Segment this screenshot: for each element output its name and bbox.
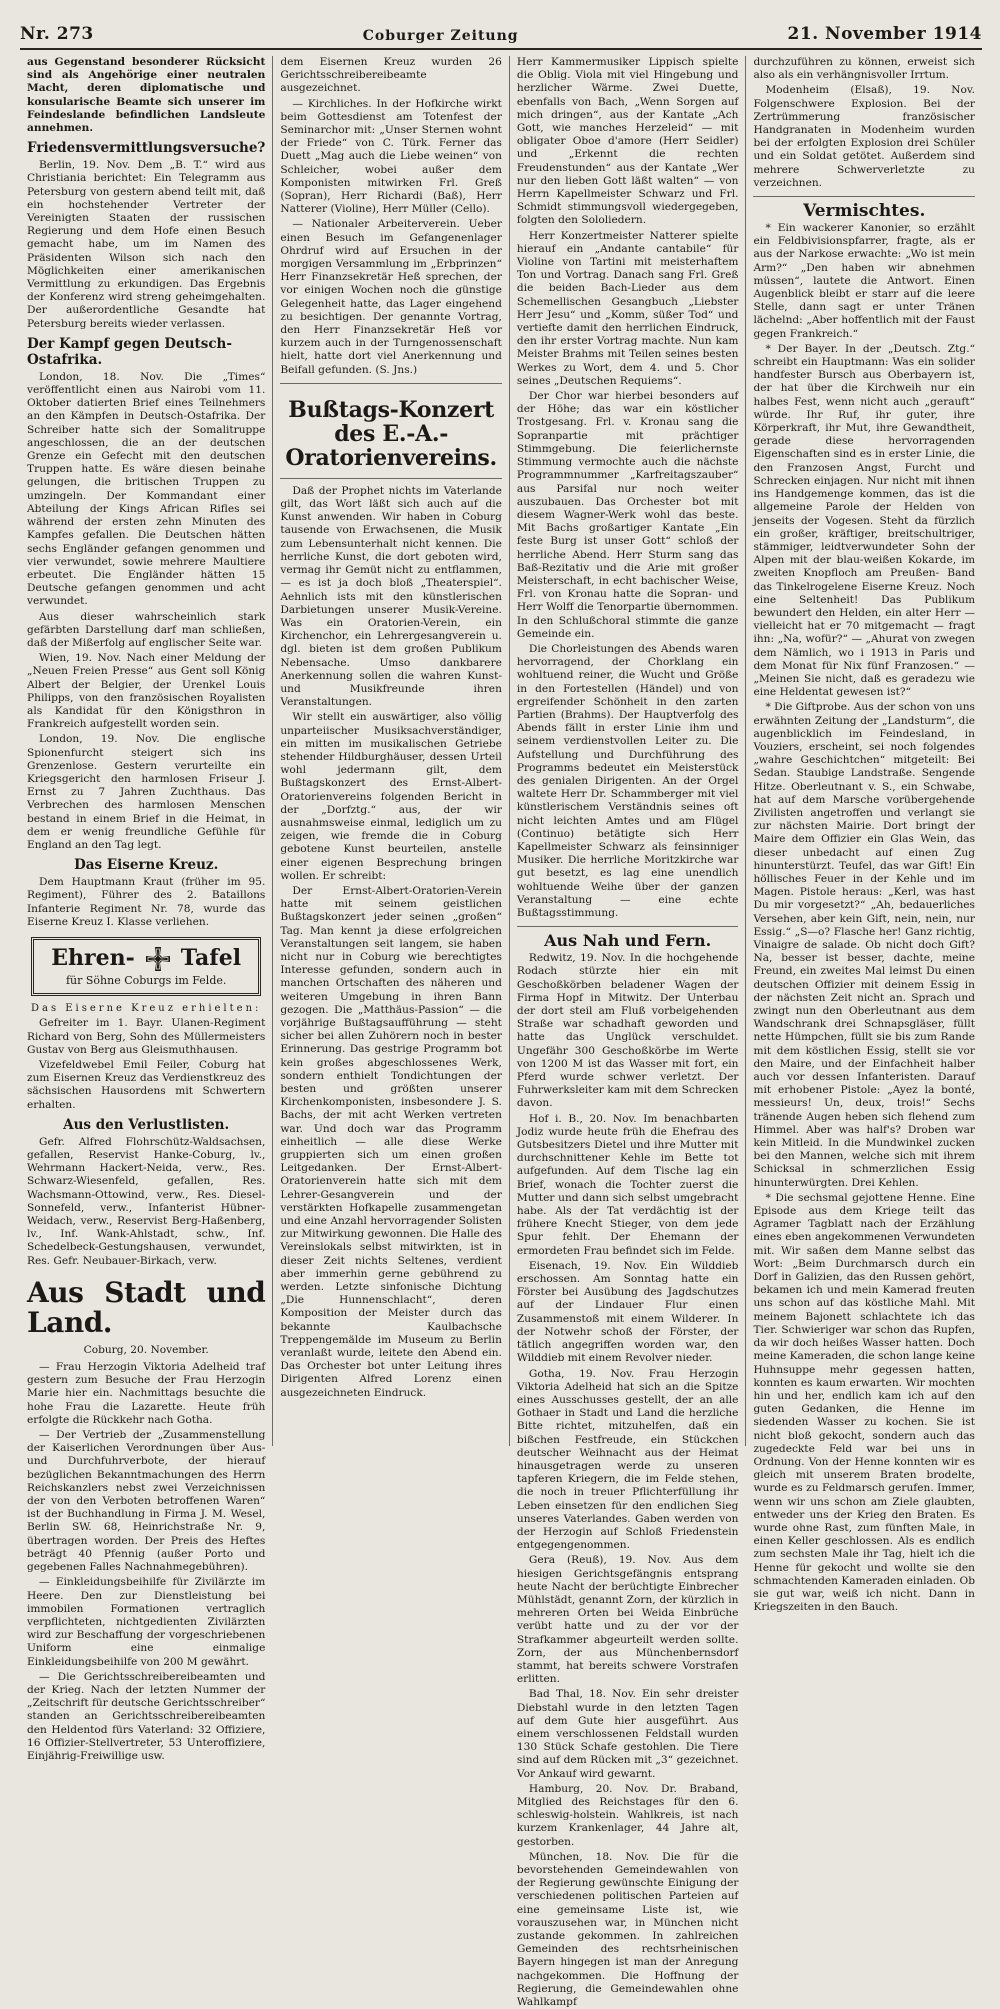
article-text: London, 19. Nov. Die englische Spionenfurcht steigert sich ins Grenzenlose. Gestern verurteilte ein Kriegsgericht den harmlosen Friseur J. Ernst zu 7 Jahren Zuchthaus. Das Verbrechen des harmlosen Menschen bestand in einem Brief in die Heimat, in dem er wenig freundliche Gefühle für England an den Tag legt. [27,733,266,851]
article-text: Hof i. B., 20. Nov. Im benachbarten Jodiz wurde heute früh die Ehefrau des Gutsbesitzers Dietel und ihre Mutter mit durchschnittener Kehle im Bette tot aufgefunden. Auf dem Tische lag ein Brief, wonach die Tochter zuerst die Mutter und dann sich selbst umgebracht habe. Als der Tat verdächtig ist der frühere Knecht Stieger, von dem jede Spur fehlt. Der Ehemann der ermordeten Frau befindet sich im Felde. [516,1112,739,1257]
article-text: Dem Hauptmann Kraut (früher im 95. Regiment), Führer des 2. Bataillons Infanterie Regiment Nr. 78, wurde das Eiserne Kreuz I. Klasse verliehen. [27,876,266,928]
section-heading-large: Bußtags-Konzert des E.-A.-Oratorienvereins. [285,396,497,471]
article-text: Redwitz, 19. Nov. In die hochgehende Rodach stürzte hier ein mit Geschoßkörben beladener Wagen der Firma Hopf in Mitwitz. Der Unterbau der dort steil am Fluß vorbeigehenden Straße war schadhaft geworden und hatte das Unglück verschuldet. Ungefähr 300 Geschoßkörbe im Werte von 1200 M ist das Wasser mit fort, ein Pferd wurde schwer verletzt. Der Fuhrwerksleiter kam mit dem Schrecken davon. [516,952,739,1110]
divider [753,196,975,197]
honor-roll-title-right: Tafel [180,945,242,972]
newspaper-name: Coburger Zeitung [362,28,519,44]
honor-roll-header [42,946,250,972]
article-text: Daß der Prophet nichts im Vaterlande gilt, das Wort läßt sich auch auf die Kunst anwenden. Wir haben in Coburg tausende von Erwachsenen, die Musik zum Lebensunterhalt nicht kennen. Die herrliche Kunst, die dort geboten wird, vermag ihr Gemüt nicht zu entflammen, — es ist ja doch bloß „Theaterspiel“. Aehnlich ists mit den künstlerischen Darbietungen unserer Musik-Vereine. Was ein Oratorien-Verein, ein Kirchenchor, ein Lehrergesangverein u. dgl. bieten ist dem großen Publikum Nebensache. Umso dankbarere Anerkennung sollen die wahren Kunst- und Musikfreunde ihren Veranstaltungen. [280,484,502,709]
article-text: Berlin, 19. Nov. Dem „B. T.“ wird aus Christiania berichtet: Ein Telegramm aus Petersburg von gestern abend teilt mit, daß ein hochstehender Vertreter der Vereinigten Staaten der russischen Regierung und dem Hofe einen Besuch gemacht habe, um im Namen des Präsidenten Wilson sich nach den Möglichkeiten einer amerikanischen Vermittlung zu erkundigen. Das Ergebnis der Konferenz wird streng geheimgehalten. Der außerordentliche Gesandte hat Petersburg bereits wieder verlassen. [27,159,266,330]
article-text: Herr Konzertmeister Natterer spielte hierauf ein „Andante cantabile“ für Violine von Tartini mit meisterhaftem Ton und Vortrag. Danach sang Frl. Greß die beiden Bach-Lieder aus dem Schemellischen Gesangbuch „Liebster Herr Jesu“ und „Komm, süßer Tod“ und vertiefte damit den herrlichen Eindruck, den ihr erster Vortrag machte. Nun kam Meister Brahms mit Teilen seines besten Werkes zu Wort, dem 4. und 5. Chor seines „Deutschen Requiems“. [516,229,739,387]
honor-roll-line: Das Eiserne Kreuz erhielten: [30,1003,262,1015]
honor-roll-title-left: Ehren- [51,945,135,972]
article-text: * Die sechsmal gejottene Henne. Eine Episode aus dem Kriege teilt das Agramer Tagblatt nach der Erzählung eines eben angekommenen Verwundeten mit. Wir saßen dem Manne selbst das Wort: „Beim Durchmarsch durch ein Dorf in Galizien, das den Russen gehört, bekamen ich und mein Kamerad freuten uns schon auf das köstliche Mahl. Mit meinem Bajonett schlachtete ich das Tier. Schwieriger war schon das Rupfen, da wir doch heißes Wasser hatten. Doch meine Kameraden, die schon lange keine Huhnsuppe mehr gegessen hatten, konnten es kaum erwarten. Wir mochten hin und her, endlich kam ich auf den guten Gedanken, die Henne im siedenden Wasser zu kochen. Sie ist nicht bloß gekocht, sondern auch das zugedeckte Feld war bei uns in Ordnung. Von der Henne konnten wir es gleich mit unserem Braten brodelte, wurde es zu Feldmarsch gerufen. Immer, wenn wir uns schon am Ziele glaubten, entweder uns der Krieg den Braten. Es wurde ohne Rast, zum fünften Male, in einen Keller geschlossen. Als es endlich zum sechsten Male ihr Tag, hielt ich die Henne für gekocht und wollte sie den schmachtenden Kameraden einladen. Ob sie gut war, weiß ich nicht. Dann in Kriegszeiten in den Bauch. [753,1191,975,1614]
honor-roll-subtitle: für Söhne Coburgs im Felde. [65,973,227,987]
divider [280,383,502,384]
article-text: Der Chor war hierbei besonders auf der Höhe; das war ein köstlicher Trostgesang. Frl. v. Kronau sang die Sopranpartie mit prächtiger Stimmgebung. Die feierlichernste Stimmung vermochte auch die nächste Programmnummer „Karfreitagszauber“ aus Parsifal nur noch weiter auszubauen. Das Orchester bot mit diesem Wagner-Werk wohl das beste. Mit Bachs großartiger Kantate „Ein feste Burg ist unser Gott“ schloß der herrliche Abend. Herr Sturm sang das Baß-Rezitativ und die Arie mit großer Meisterschaft, in echt bachischer Weise, Frl. von Kronau hatte die Sopran- und Herr Wolff die Tenorpartie übernommen. In den Schlußchoral stimmte die ganze Gemeinde ein. [516,390,739,640]
article-text: — Frau Herzogin Viktoria Adelheid traf gestern zum Besuche der Frau Herzogin Marie hier ein. Nachmittags besuchte die hohe Frau die Lazarette. Heute früh erfolgte die Rückkehr nach Gotha. [27,1361,266,1426]
article-text: * Die Giftprobe. Aus der schon von uns erwähnten Zeitung der „Landsturm“, die augenblicklich im Feindesland, in Vouziers, erscheint, sei noch folgendes „wahre Geschichtchen“ mitgeteilt: Bei Sedan. Staubige Landstraße. Sengende Hitze. Oberleutnant v. S., ein Schwabe, hat auf dem Marsche vorübergehende Zivilisten angetroffen und verlangt sie zur nächsten Mairie. Dort bringt der Maire dem Offizier ein Glas Wein, das dieser unbedacht auf einen Zug hinunterstürzt. Teufel, das war Gift! Ein höllisches Feuer in der Kehle und im Magen. Pistole heraus: „Kerl, was hast Du mir vorgesetzt?“ „Ah, bedauerliches Versehen, aber kein Gift, nein, nein, nur Essig.“ „S—o? Flasche her! Ganz richtig, Vinaigre de salade. Ob nicht doch Gift? Na, besser ist besser, dachte, meine Freund, ein zweites Mal leimst Du einen deutschen Offizier mit deinem Essig in der nächsten Zeit nicht an. Sprach und zwingt nun den Oberleutnant aus dem Wandschrank drei Schnapsgläser, füllt nette Hümpchen, füllt sie bis zum Rande mit dem köstlichen Essig, stellt sie vor den Maire, und der Einfachheit halber auch vor dessen Infanteristen. Darauf mit erhobener Pistole: „Ayez la bonté, messieurs! Un, deux, trois!“ Sechs tränende Augen heben sich flehend zum Himmel. Aber was half's? Droben war kein Mitleid. In die Mundwinkel zucken bei den Mannen, welche sich mit ihrem Schicksal in schmerzlichen Essig hinunterwürgten. Drei Kehlen. [753,701,975,1189]
divider [280,478,502,479]
columns [20,56,982,2009]
article-text: durchzuführen zu können, erweist sich also als ein verhängnisvoller Irrtum. [753,56,975,82]
article-text: London, 18. Nov. Die „Times“ veröffentlicht einen aus Nairobi vom 11. Oktober datierten Brief eines Teilnehmers an den Kämpfen in Deutsch-Ostafrika. Der Schreiber hatte sich der Somalitruppe angeschlossen, die an der deutschen Grenze ein Gefecht mit den deutschen Truppen hatte. Es wäre diesen beinahe gelungen, die britischen Truppen zu umzingeln. Der Kommandant einer Abteilung der Kings African Rifles sei während der ersten zehn Minuten des Kampfes gefallen. Die Deutschen hätten sechs Engländer gefangen genommen und vier verwundet, sowie mehrere Maultiere erbeutet. Die Engländer hätten 15 Deutsche gefangen genommen und acht verwundet. [27,370,266,608]
section-heading: Friedensvermittlungsversuche? [27,140,266,157]
article-text: Der Ernst-Albert-Oratorien-Verein hatte mit seinem geistlichen Bußtagskonzert jeder seinen „großen“ Tag. Man kennt ja diese erfolgreichen Veranstaltungen seit langem, sie haben nicht nur in Coburg wie berechtigtes Interesse gefunden, sondern auch in manchen Ortschaften des näheren und weiteren Umgebung in ihren Bann gezogen. Die „Matthäus-Passion“ — die vorjährige Bußtagsaufführung — steht sicher bei allen Zuhörern noch in bester Erinnerung. Das gestrige Programm bot kein großes abgeschlossenes Werk, sondern enthielt Tondichtungen der besten und größten unserer Kirchenkomponisten, insbesondere J. S. Bachs, der mit acht Werken vertreten war. Und doch war das Programm einheitlich — alle diese Werke gruppierten sich um einen großen Leitgedanken. Der Ernst-Albert-Oratorienverein hatte sich mit dem Lehrer-Gesangverein und der verstärkten Hofkapelle zusammengetan und eine Anzahl hervorragender Solisten zur Mitwirkung gewonnen. Die Halle des Vereinslokals selbst mitwirkten, ist in dieser Zeit nichts Seltenes, verdient aber immerhin gerne gebührend zu werden. Letzte sinfonische Dichtung „Die Hunnenschlacht“, deren Komposition der Meister durch das bekannte Kaulbachsche Treppengemälde im Museum zu Berlin veranlaßt wurde, leitete den Abend ein. Das Orchester bot unter Leitung ihres Dirigenten Alfred Lorenz einen ausgezeichneten Eindruck. [280,884,502,1399]
article-text: Wien, 19. Nov. Nach einer Meldung der „Neuen Freien Presse“ aus Gent soll König Albert der Belgier, der Urenkel Louis Philipps, von den französischen Royalisten als Kandidat für den Königsthron in Frankreich aufgestellt worden sein. [27,652,266,731]
honor-roll-box [31,937,261,996]
article-text: — Die Gerichtsschreibereibeamten und der Krieg. Nach der letzten Nummer der „Zeitschrift für deutsche Gerichtsschreiber“ standen an Gerichtsschreibereibeamten den Heldentod fürs Vaterland: 32 Offiziere, 16 Offizier-Stellvertreter, 53 Unteroffiziere, Einjährig-Freiwillige usw. [27,1670,266,1762]
iron-cross-icon [145,946,171,972]
article-text: aus Gegenstand besonderer Rücksicht sind als Angehörige einer neutralen Macht, deren diplomatische und konsularische Beamte sich unserer im Feindeslande befindlichen Landsleute annehmen. [27,56,266,135]
article-text: Bad Thal, 18. Nov. Ein sehr dreister Diebstahl wurde in den letzten Tagen auf dem Gute hier ausgeführt. Aus einem verschlossenen Feldstall wurden 130 Stück Schafe gestohlen. Die Tiere sind auf dem Rücken mit „3“ gezeichnet. Vor Ankauf wird gewarnt. [516,1688,739,1780]
column-2 [273,56,510,1446]
column-4 [746,56,982,1614]
section-heading: Aus Nah und Fern. [544,931,712,951]
article-text: Aus dieser wahrscheinlich stark gefärbten Darstellung darf man schließen, daß der Mißerfolg auf englischer Seite war. [27,610,266,649]
article-text: * Der Bayer. In der „Deutsch. Ztg.“ schreibt ein Hauptmann: Was ein solider handfester Bursch aus Oberbayern ist, der hat über die Kirchweih nur ein halbes Fest, wenn nicht auch „gerauft“ würde. Ihr Ruf, ihr guter, ihre Körperkraft, ihr Mut, ihre Gewandtheit, gerade diese hervorragenden Eigenschaften sind es in erster Linie, die den Franzosen Angst, Furcht und Schrecken einjagen. Nur nicht mit ihnen ins Handgemenge kommen, das ist die allgemeine Parole der Helden von jenseits der Vogesen. Steht da fürzlich ein großer, kräftiger, breitschultriger, stämmiger, leidtverwundeter Sohn der Alpen mit der blau-weißen Kokarde, im zweiten Knopfloch am Preußen- Band das Tinkelrogelene Eiserne Kreuz. Noch eine Seltenheit! Das Publikum bewundert den Helden, ein alter Herr — vielleicht hat er 70 mitgemacht — fragt ihn: „Na, wofür?“ — „Ahurat von zwegen dem Nämlich, wo i 1913 in Paris und dem Monat für Nix fünf Franzosen.“ — „Meinen Sie nicht, daß es geradezu wie eine Heldentat gewesen ist?“ [753,342,975,699]
column-3 [510,56,747,2009]
dateline: Coburg, 20. November. [83,1343,209,1356]
article-text: * Ein wackerer Kanonier, so erzählt ein Feldbivisionspfarrer, fragte, als er aus der Narkose erwachte: „Wo ist mein Arm?“ „Den haben wir abnehmen müssen“, lautete die Antwort. Einen Augenblick bleibt er starr auf die leere Stelle, dann sagt er unter Tränen lächelnd: „Aber hoffentlich mit der Faust gegen Frankreich.“ [753,222,975,340]
section-heading: Aus den Verlustlisten. [63,1116,230,1133]
article-text: Modenheim (Elsaß), 19. Nov. Folgenschwere Explosion. Bei der Zertrümmerung französischer Handgranaten in Modenheim wurden bei der erfolgten Explosion drei Schüler und ein Soldat getötet. Außerdem sind mehrere Schwerverletzte zu verzeichnen. [753,84,975,189]
masthead [20,20,982,50]
article-text: Vizefeldwebel Emil Feiler, Coburg hat zum Eisernen Kreuz das Verdienstkreuz des sächsischen Hausordens mit Schwertern erhalten. [27,1059,266,1111]
article-text: — Der Vertrieb der „Zusammenstellung der Kaiserlichen Verordnungen über Aus- und Durchfuhrverbote, der hierauf bezüglichen Bekanntmachungen des Herrn Reichskanzlers nebst zwei Verzeichnissen der von den Verboten betroffenen Waren“ ist der Buchhandlung in Firma J. M. Wesel, Berlin SW. 68, Heinrichstraße Nr. 9, übertragen worden. Der Preis des Heftes beträgt 40 Pfennig (außer Porto und gegebenen Falles Nachnahmegebühren). [27,1429,266,1574]
divider [517,926,739,927]
article-text: — Einkleidungsbeihilfe für Zivilärzte im Heere. Den zur Dienstleistung bei immobilen Formationen vertraglich verpflichteten, nichtgedienten Zivilärzten wird zur Beschaffung der vorgeschriebenen Uniform eine einmalige Einkleidungsbeihilfe von 200 M gewährt. [27,1576,266,1668]
section-heading: Vermischtes. [803,201,926,222]
article-text: Gefr. Alfred Flohrschütz-Waldsachsen, gefallen, Reservist Hanke-Coburg, lv., Wehrmann Hackert-Neida, verw., Res. Schwarz-Wiesenfeld, gefallen, Res. Wachsmann-Ottowind, verw., Res. Diesel-Sonnefeld, verw., Infanterist Hübner-Weidach, verw., Reservist Berg-Haßenberg, lv., Inf. Wank-Ahlstadt, schw., Inf. Schedelbeck-Gestungshausen, verwundet, Res. Gefr. Neubauer-Birkach, verw. [27,1135,266,1267]
column-1 [20,56,273,1762]
article-text: — Nationaler Arbeiterverein. Ueber einen Besuch im Gefangenenlager Ohrdruf wird auf Ersuchen in der morgigen Versammlung im „Erbprinzen“ Herr Finanzsekretär Heß sprechen, der vor einigen Wochen noch die günstige Gelegenheit hatte, das Lager eingehend zu besichtigen. Der genannte Vortrag, den Herr Finanzsekretär Heß vor kurzem auch in der Turngenossenschaft hielt, hatte dort viel Anerkennung und Beifall gefunden. (S. Jns.) [280,218,502,376]
issue-number: Nr. 273 [20,24,94,44]
article-text: — Kirchliches. In der Hofkirche wirkt beim Gottesdienst am Totenfest der Seminarchor mit: „Unser Sternen wohnt der Friede“ von C. Türk. Ferner das Duett „Mag auch die Liebe weinen“ von Schleicher, wobei außer dem Komponisten mitwirken Frl. Greß (Sopran), Herr Richardi (Baß), Herr Natterer (Violine), Herr Müller (Cello). [280,97,502,216]
issue-date: 21. November 1914 [787,24,982,44]
article-text: Gera (Reuß), 19. Nov. Aus dem hiesigen Gerichtsgefängnis entsprang heute Nacht der berüchtigte Einbrecher Mühlstädt, genannt Zorn, der kürzlich in mehreren Orten bei Weida Einbrüche verübt hatte und zu der vor der Strafkammer abgeurteilt werden sollte. Zorn, der aus Münchenbernsdorf stammt, hat bereits schwere Vorstrafen erlitten. [516,1554,739,1686]
article-text: München, 18. Nov. Die für die bevorstehenden Gemeindewahlen von der Regierung gewünschte Einigung der verschiedenen politischen Parteien auf eine gemeinsame Liste ist, wie vorauszusehen war, in München nicht zustande gekommen. In zahlreichen Gemeinden des rechtsrheinischen Bayern hingegen ist man der Anregung nachgekommen. Die Hoffnung der Regierung, die Gemeindewahlen ohne Wahlkampf [516,1850,739,2009]
article-text: Gotha, 19. Nov. Frau Herzogin Viktoria Adelheid hat sich an die Spitze eines Ausschusses gestellt, der an alle Gothaer in Stadt und Land die herzliche Bitte richtet, mitzuhelfen, daß ein bißchen Festfreude, ein Stückchen deutscher Weihnacht aus der Heimat hinausgetragen werde zu unseren tapferen Kriegern, die im Felde stehen, die noch in treuer Pflichterfüllung ihr Leben einsetzen für den endlichen Sieg unseres Vaterlandes. Gaben werden von der Herzogin auf Schloß Friedenstein entgegengenommen. [516,1367,739,1552]
article-text: dem Eisernen Kreuz wurden 26 Gerichtsschreibereibeamte ausgezeichnet. [280,56,502,95]
article-text: Herr Kammermusiker Lippisch spielte die Oblig. Viola mit viel Hingebung und herzlicher Wärme. Zwei Duette, ebenfalls von Bach, „Wenn Sorgen auf mich dringen“, aus der Kantate „Ach Gott, wie manches Herzeleid“ — mit obligater Oboe d'amore (Herr Seidler) und „Erkennt die rechten Freudenstunden“ aus der Kantate „Wer nur den lieben Gott läßt walten“ — von Herrn Kapellmeister Schwarz und Frl. Schmidt stimmungsvoll wiedergegeben, folgten den Sololiedern. [516,56,739,227]
article-text: Wir stellt ein auswärtiger, also völlig unparteiischer Musiksachverständiger, ein mitten im musikalischen Getriebe stehender Hildburghäuser, dessen Urteil wohl jedermann gilt, dem Bußtagskonzert des Ernst-Albert-Oratorienvereins folgenden Bericht in der „Dorfztg.“ aus, der wir ausnahmsweise einmal, lediglich um zu zeigen, wie fremde die in Coburg gebotene Kunst beurteilen, anstelle einer eigenen Besprechung bringen wollen. Er schreibt: [280,711,502,882]
article-text: Die Chorleistungen des Abends waren hervorragend, der Chorklang ein wohltuend reiner, die Wucht und Größe in den Fortestellen (Händel) und von ergreifender Schönheit in den zarten Partien (Brahms). Der Hauptverfolg des Abends fällt in erster Linie ihm und seinem verdienstvollen Leiter zu. Die Aufstellung und Durchführung des Programms bedeutet ein Meisterstück des genialen Dirigenten. An der Orgel waltete Herr Dr. Schammberger mit viel künstlerischem Verständnis seines oft nicht leichten Amtes und am Flügel (Continuo) betätigte sich Herr Kapellmeister Schwarz als feinsinniger Musiker. Die herrliche Moritzkirche war gut besetzt, es lag eine unendlich wohltuende Weihe über der ganzen Veranstaltung — eine echte Bußtagsstimmung. [516,642,739,919]
article-text: Hamburg, 20. Nov. Dr. Braband, Mitglied des Reichstages für den 6. schleswig-holstein. Wahlkreis, ist nach kurzem Krankenlager, 44 Jahre alt, gestorben. [516,1782,739,1848]
section-heading: Der Kampf gegen Deutsch-Ostafrika. [27,335,232,368]
section-heading-large: Aus Stadt und Land. [27,1275,266,1339]
article-text: Gefreiter im 1. Bayr. Ulanen-Regiment Richard von Berg, Sohn des Müllermeisters Gustav von Berg aus Gleismuthhausen. [27,1017,266,1056]
section-heading: Das Eiserne Kreuz. [74,857,219,874]
article-text: Eisenach, 19. Nov. Ein Wilddieb erschossen. Am Sonntag hatte ein Förster bei Ausübung des Jagdschutzes auf der Lindauer Flur einen Zusammenstoß mit einem Wilderer. In der Notwehr schoß der Förster, der tätlich angegriffen worden war, den Wilddieb mit einem Revolver nieder. [516,1259,739,1365]
